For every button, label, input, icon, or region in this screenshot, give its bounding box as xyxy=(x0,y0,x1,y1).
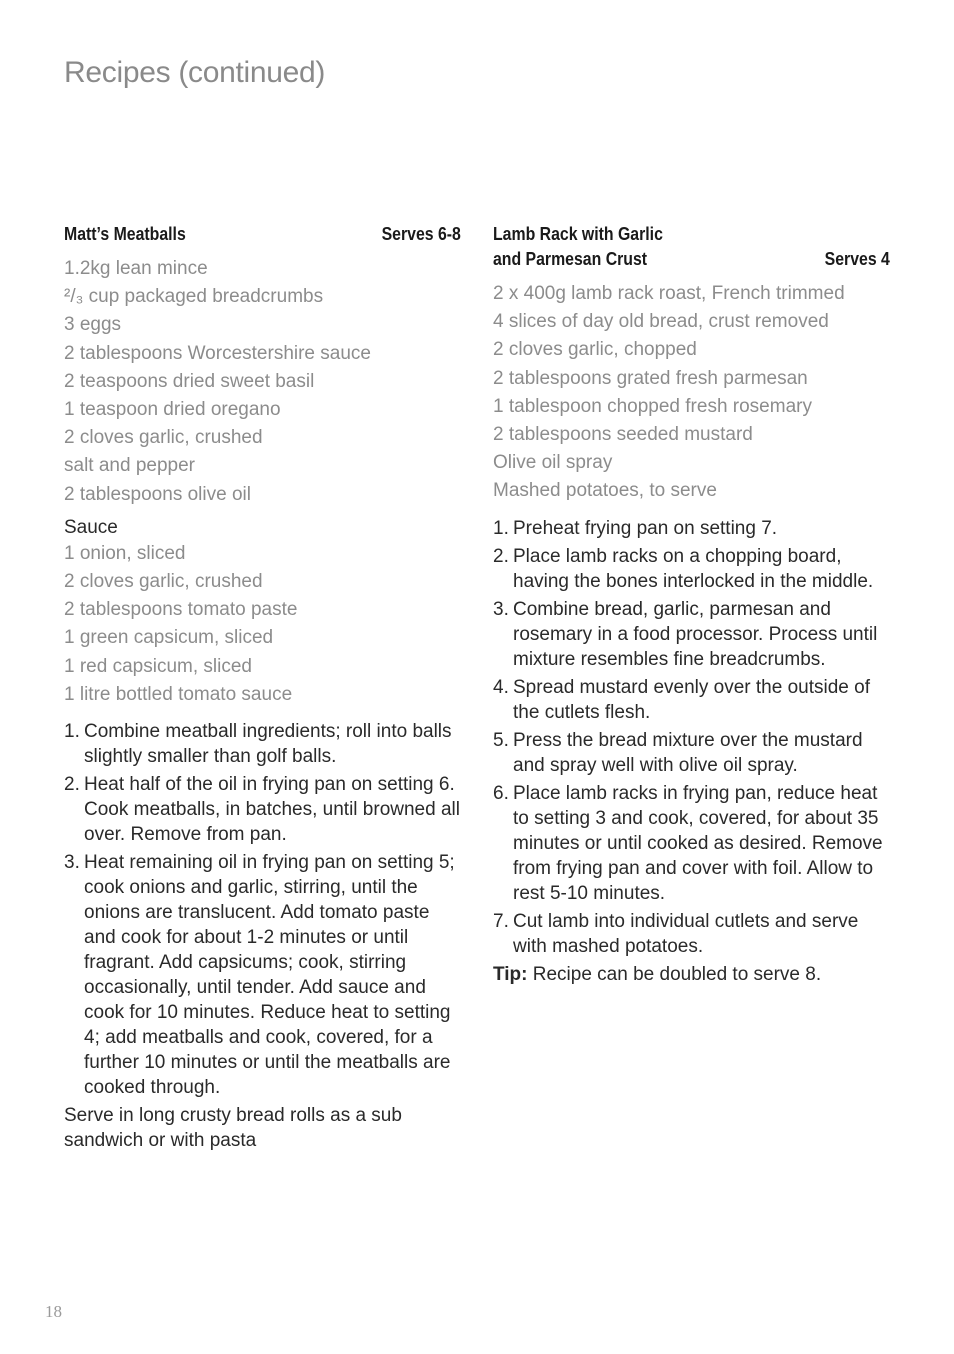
method-steps xyxy=(493,516,890,959)
step-text: Combine meatball ingredients; roll into balls slightly smaller than golf balls. xyxy=(84,721,452,768)
step-number: 5. xyxy=(493,729,509,751)
sauce-heading: Sauce xyxy=(64,516,118,538)
page-title: Recipes (continued) xyxy=(64,56,326,89)
method-step xyxy=(493,781,890,906)
ingredient-item: 2 tablespoons Worcestershire sauce xyxy=(64,342,371,364)
ingredient-item: 2 tablespoons seeded mustard xyxy=(493,424,753,446)
ingredient-item: Olive oil spray xyxy=(493,452,613,474)
ingredient-item: 1 green capsicum, sliced xyxy=(64,627,274,649)
recipe-title: Lamb Rack with Garlic and Parmesan Crust xyxy=(493,224,663,269)
ingredient-item: 2 x 400g lamb rack roast, French trimmed xyxy=(493,283,845,304)
ingredient-list xyxy=(64,255,461,509)
method-step xyxy=(64,772,461,847)
serving-note: Serve in long crusty bread rolls as a sub sandwich or with pasta xyxy=(64,1105,402,1152)
method-step xyxy=(493,675,890,725)
ingredient-item: 2 tablespoons tomato paste xyxy=(64,599,298,621)
ingredient-item: 1.2kg lean mince xyxy=(64,258,208,279)
method-step xyxy=(493,516,890,541)
ingredient-item: 4 slices of day old bread, crust removed xyxy=(493,311,829,333)
step-text: Preheat frying pan on setting 7. xyxy=(513,517,778,539)
ingredient-item: 2 cloves garlic, crushed xyxy=(64,571,263,593)
sauce-ingredient-list xyxy=(64,540,461,709)
ingredient-item: 2 cloves garlic, crushed xyxy=(64,427,263,449)
ingredient-item: 2 tablespoons grated fresh parmesan xyxy=(493,367,808,389)
ingredient-item: Mashed potatoes, to serve xyxy=(493,480,717,502)
recipe-serves: Serves 6-8 xyxy=(381,224,461,244)
step-number: 7. xyxy=(493,910,509,932)
method-step xyxy=(493,728,890,778)
step-text: Place lamb racks in frying pan, reduce heat to setting 3 and cook, covered, for about 35 minutes or until cooked as desired. Remove from frying pan and cover with foil. Allow to rest 5-10 minutes. xyxy=(513,782,883,904)
method-steps xyxy=(64,719,461,1100)
ingredient-item: salt and pepper xyxy=(64,455,195,477)
tip-note xyxy=(493,962,890,987)
method-step xyxy=(493,909,890,959)
ingredient-list xyxy=(493,280,890,506)
step-number: 1. xyxy=(493,517,509,539)
step-text: Heat half of the oil in frying pan on setting 6. Cook meatballs, in batches, until browned all over. Remove from pan. xyxy=(84,774,460,846)
recipe-header xyxy=(493,222,890,272)
step-number: 6. xyxy=(493,782,509,804)
step-number: 3. xyxy=(64,852,80,874)
method-step xyxy=(493,597,890,672)
ingredient-item: 1 red capsicum, sliced xyxy=(64,655,252,677)
tip-text: Recipe can be doubled to serve 8. xyxy=(527,963,822,985)
ingredient-item: 2 teaspoons dried sweet basil xyxy=(64,370,315,392)
step-number: 2. xyxy=(493,545,509,567)
page-number: 18 xyxy=(45,1302,62,1321)
method-step xyxy=(64,719,461,769)
ingredient-item: ²/₃ cup packaged breadcrumbs xyxy=(64,286,324,308)
ingredient-item: 3 eggs xyxy=(64,314,122,336)
recipe-header xyxy=(64,222,461,247)
step-number: 1. xyxy=(64,721,80,743)
method-step xyxy=(493,544,890,594)
ingredient-item: 2 tablespoons olive oil xyxy=(64,483,251,505)
step-text: Place lamb racks on a chopping board, having the bones interlocked in the middle. xyxy=(513,545,874,592)
method-step xyxy=(64,850,461,1100)
step-text: Cut lamb into individual cutlets and serve with mashed potatoes. xyxy=(513,910,859,957)
ingredient-item: 1 teaspoon dried oregano xyxy=(64,399,281,421)
recipe-meatballs xyxy=(64,222,461,1153)
step-text: Heat remaining oil in frying pan on setting 5; cook onions and garlic, stirring, until the onions are translucent. Add tomato paste and cook for about 1-2 minutes or until fragrant. Add capsicums; cook, stirring occasionally, until tender. Add sauce and cook for 10 minutes. Reduce heat to setting 4; add meatballs and cook, covered, for a further 10 minutes or until the meatballs are cooked through. xyxy=(84,852,455,1099)
step-text: Combine bread, garlic, parmesan and rosemary in a food processor. Process until mixture resembles fine breadcrumbs. xyxy=(513,598,878,670)
ingredient-item: 1 tablespoon chopped fresh rosemary xyxy=(493,395,812,417)
recipe-serves: Serves 4 xyxy=(824,249,890,269)
step-text: Press the bread mixture over the mustard and spray well with olive oil spray. xyxy=(513,729,863,776)
recipe-lamb-rack xyxy=(493,222,890,987)
ingredient-item: 1 litre bottled tomato sauce xyxy=(64,683,293,705)
ingredient-item: 1 onion, sliced xyxy=(64,542,186,564)
step-number: 3. xyxy=(493,598,509,620)
step-text: Spread mustard evenly over the outside of the cutlets flesh. xyxy=(513,676,870,723)
step-number: 2. xyxy=(64,774,80,796)
step-number: 4. xyxy=(493,676,509,698)
ingredient-item: 2 cloves garlic, chopped xyxy=(493,339,697,361)
tip-label: Tip: xyxy=(493,963,528,985)
recipe-title: Matt’s Meatballs xyxy=(64,224,186,244)
